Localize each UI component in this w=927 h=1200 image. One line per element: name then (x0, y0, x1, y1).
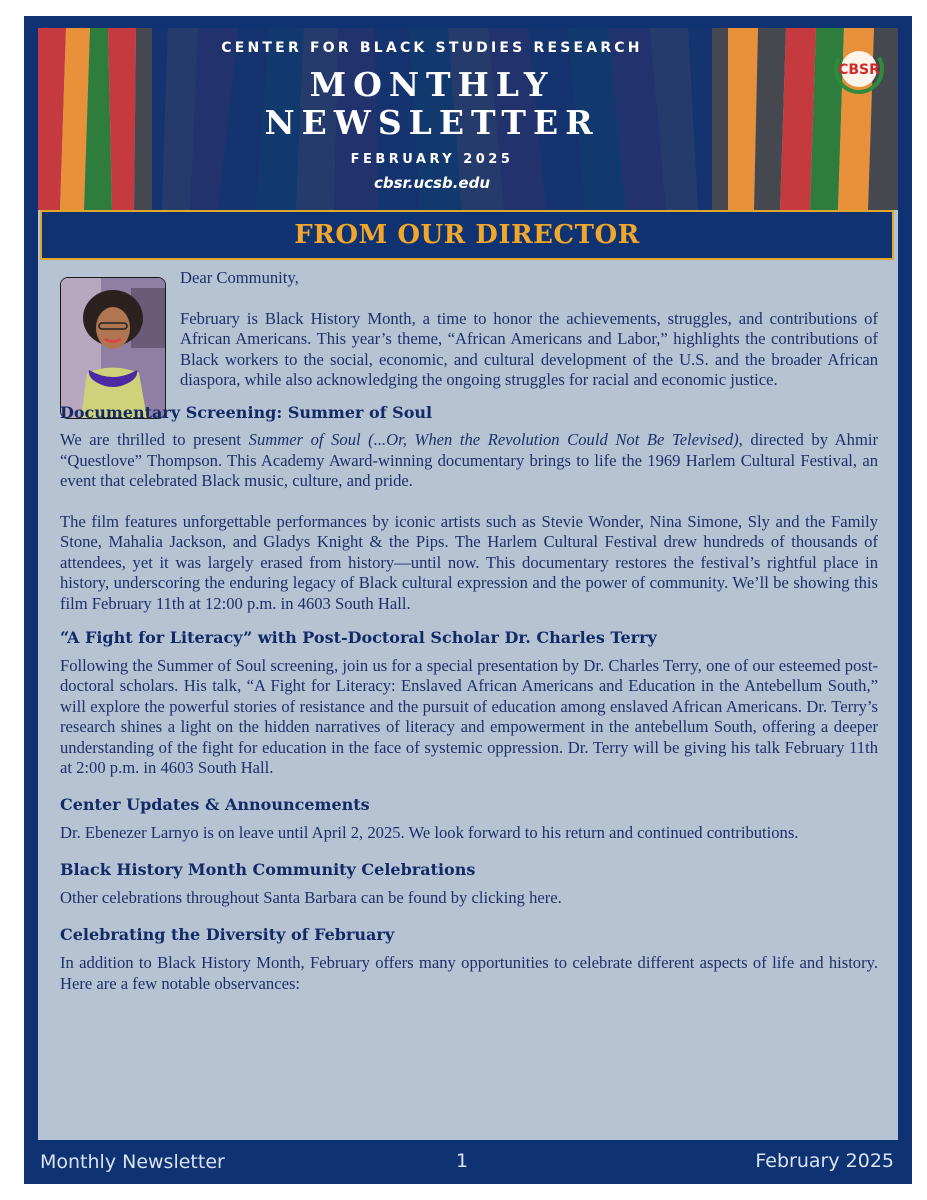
diversity-paragraph: In addition to Black History Month, February offers many opportunities to celebrate different aspects of life and history. Here are a few notable observances: (60, 953, 878, 993)
header-banner (38, 28, 898, 210)
diversity-heading: Celebrating the Diversity of February (60, 924, 395, 944)
newsletter-page (38, 28, 898, 1140)
page-number: 1 (456, 1150, 469, 1172)
screening-paragraph-2: The film features unforgettable performances by iconic artists such as Stevie Wonder, Nina Simone, Sly and the Family Stone, Mahalia Jackson, and Gladys Knight & the Pips. The Harlem Cultural Festival drew hundreds of thousands of attendees, yet it was largely erased from history—until now. This documentary restores the festival’s rightful place in history, underscoring the enduring legacy of Black cultural expression and the power of community. We’ll be showing this film February 11th at 12:00 p.m. in 4603 South Hall. (60, 511, 878, 613)
newsletter-title (152, 66, 712, 142)
salutation: Dear Community, (180, 268, 299, 287)
issue-date: FEBRUARY 2025 (350, 152, 514, 167)
director-intro: February is Black History Month, a time to honor the achievements, struggles, and contributions of African Americans. This year’s theme, “African Americans and Labor,” highlights the contributions of Black workers to the social, economic, and cultural development of the U.S. and the broader African diaspora, while also acknowledging the ongoing struggles for racial and economic justice. (180, 308, 878, 389)
updates-heading: Center Updates & Announcements (60, 794, 370, 814)
film-title: Summer of Soul (...Or, When the Revolution Could Not Be Televised) (248, 430, 739, 449)
footer-title: Monthly Newsletter (40, 1151, 225, 1173)
logo-text: CBSR (838, 62, 880, 78)
celebrations-link[interactable]: Other celebrations throughout Santa Barbara can be found by clicking here. (60, 888, 562, 907)
updates-paragraph: Dr. Ebenezer Larnyo is on leave until April 2, 2025. We look forward to his return and continued contributions. (60, 823, 799, 842)
screening-text-b: , directed by Ahmir “Questlove” Thompson. This Academy Award-winning documentary brings to life the 1969 Harlem Cultural Festival, an event that celebrated Black music, culture, and pride. (60, 430, 878, 490)
footer-date: February 2025 (755, 1150, 894, 1172)
website-link[interactable]: cbsr.ucsb.edu (373, 174, 491, 192)
screening-paragraph-1 (60, 430, 878, 492)
literacy-heading: “A Fight for Literacy” with Post-Doctoral Scholar Dr. Charles Terry (60, 628, 657, 647)
cbsr-logo-icon (832, 42, 886, 96)
screening-text-a: We are thrilled to present (60, 430, 249, 449)
org-name: CENTER FOR BLACK STUDIES RESEARCH (221, 40, 643, 56)
screening-heading: Documentary Screening: Summer of Soul (60, 402, 433, 422)
director-heading: FROM OUR DIRECTOR (40, 210, 894, 260)
title-line-1: MONTHLY (309, 65, 555, 104)
title-line-2: NEWSLETTER (264, 103, 600, 142)
newsletter-content (60, 268, 878, 994)
celebrations-paragraph (60, 888, 878, 909)
literacy-paragraph: Following the Summer of Soul screening, join us for a special presentation by Dr. Charles Terry, one of our esteemed post-doctoral scholars. His talk, “A Fight for Literacy: Enslaved African Americans and Education in the Antebellum South,” will explore the powerful stories of resistance and the pursuit of education among enslaved African Americans. Dr. Terry’s research shines a light on the hidden narratives of literacy and empowerment in the antebellum South, offering a deeper understanding of the fight for education in the face of systemic oppression. Dr. Terry will be giving his talk February 11th at 2:00 p.m. in 4603 South Hall. (60, 655, 878, 777)
page-footer (24, 1140, 912, 1184)
celebrations-heading: Black History Month Community Celebrations (60, 859, 476, 879)
